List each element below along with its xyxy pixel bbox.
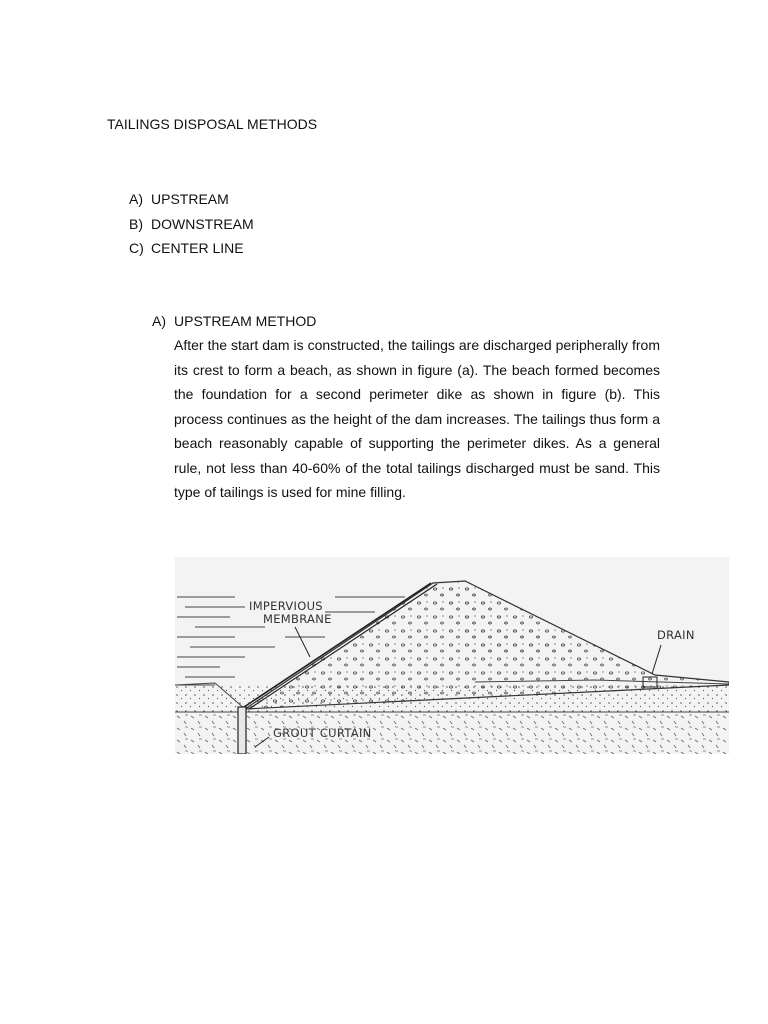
drain-label: DRAIN xyxy=(657,628,695,642)
document-title: TAILINGS DISPOSAL METHODS xyxy=(107,116,318,132)
list-item xyxy=(129,190,254,215)
bedrock-layer xyxy=(175,712,729,754)
section-paragraph: After the start dam is constructed, the tailings are discharged peripherally from its crest to form a beach, as shown in figure (a). The beach formed becomes the foundation for a second perimeter dike as shown in figure (b). This process continues as the height of the dam increases. The tailings thus form a beach reasonably capable of supporting the perimeter dikes. As a general rule, not less than 40-60% of the total tailings discharged must be sand. This type of tailings is used for mine filling. xyxy=(174,337,660,500)
upstream-section xyxy=(152,312,662,505)
dam-cross-section-figure xyxy=(175,557,729,754)
list-item-label: CENTER LINE xyxy=(151,240,244,256)
list-item-label: UPSTREAM xyxy=(151,191,229,207)
grout-label: GROUT CURTAIN xyxy=(273,726,372,740)
list-item xyxy=(129,239,254,264)
membrane-label-line2: MEMBRANE xyxy=(263,612,332,626)
membrane-label-line1: IMPERVIOUS xyxy=(249,599,323,613)
section-title: UPSTREAM METHOD xyxy=(174,313,317,329)
list-item-letter: C) xyxy=(129,240,144,256)
list-item-letter: A) xyxy=(129,191,143,207)
list-item xyxy=(129,215,254,240)
grout-curtain xyxy=(238,707,246,754)
list-item-label: DOWNSTREAM xyxy=(151,215,254,232)
dam-diagram xyxy=(175,557,729,754)
list-item-letter: B) xyxy=(129,215,143,232)
section-letter: A) xyxy=(152,313,166,329)
methods-list xyxy=(129,190,254,264)
section-heading xyxy=(152,312,662,330)
